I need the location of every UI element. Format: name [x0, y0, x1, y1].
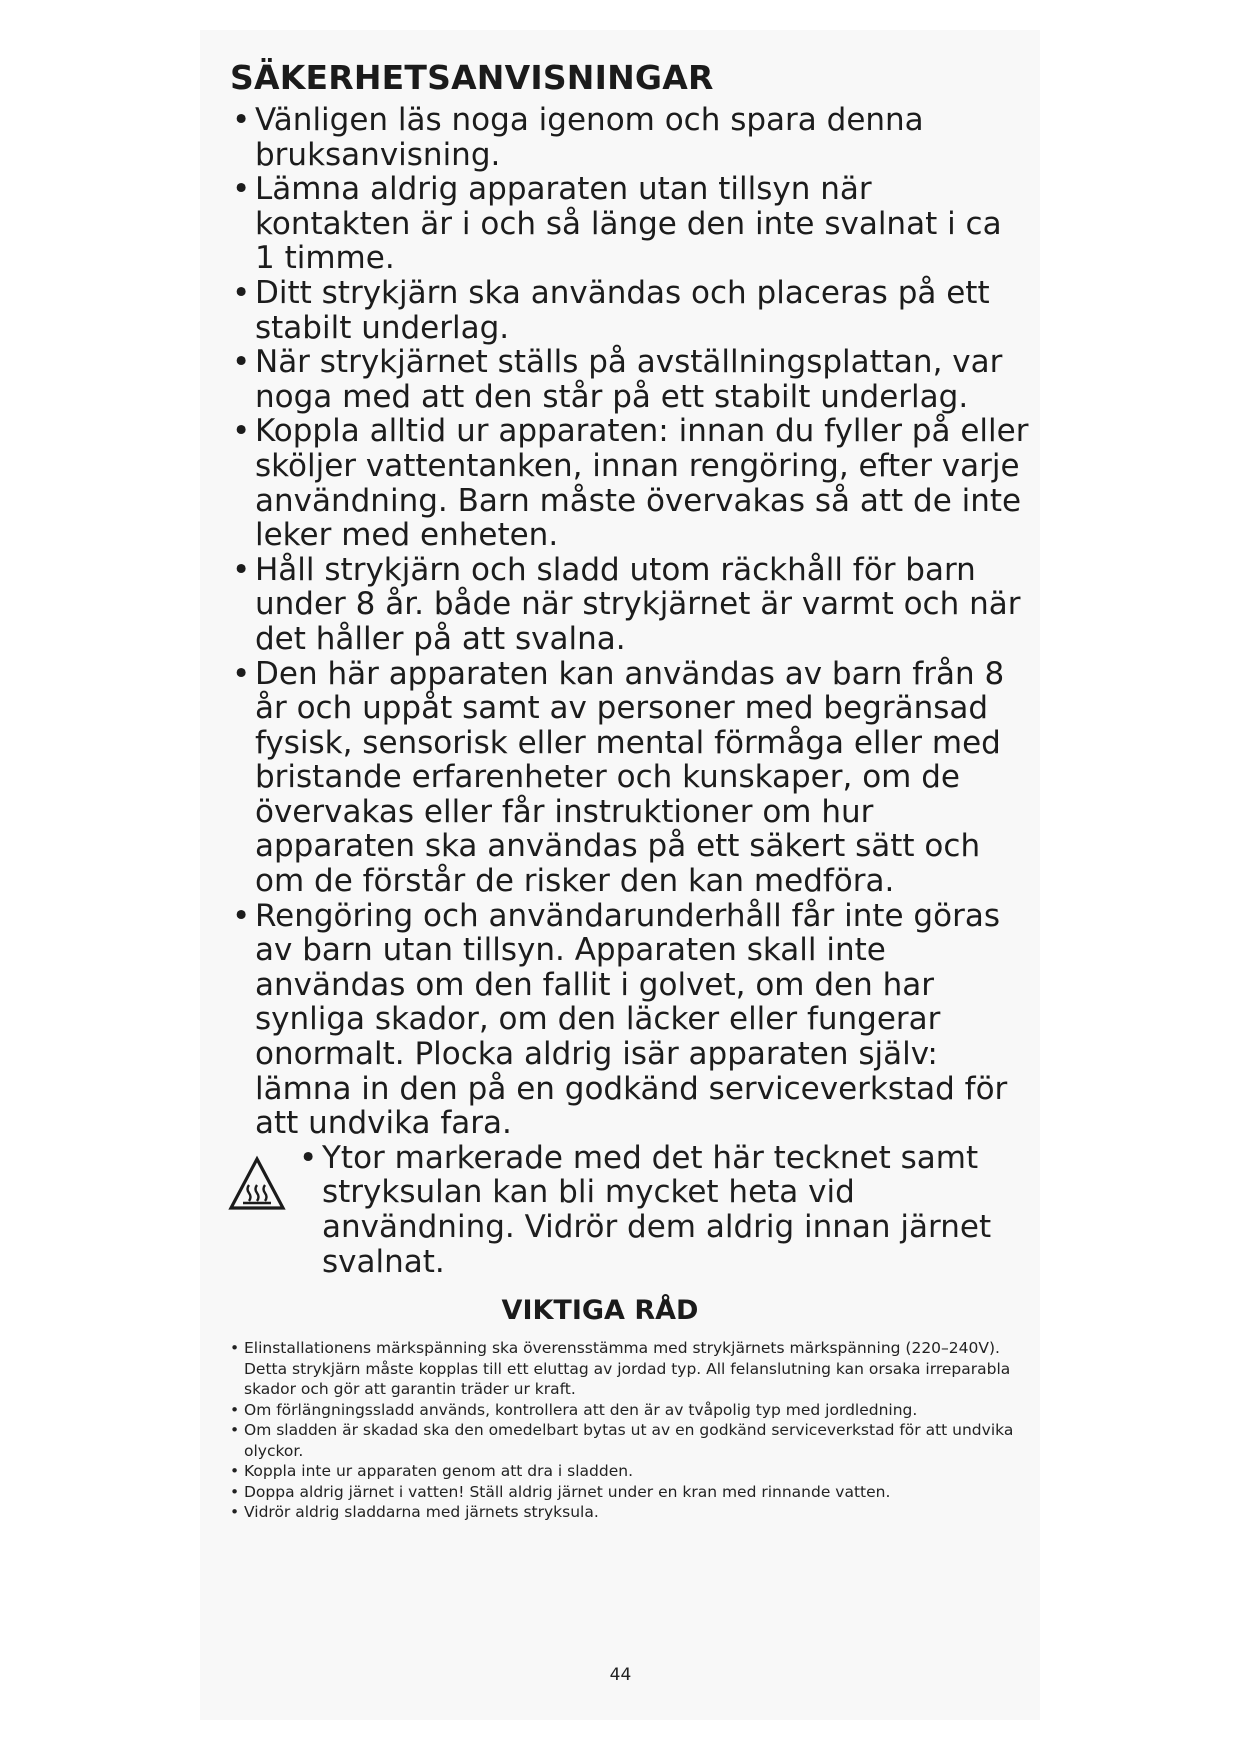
hot-surface-warning-icon — [228, 1155, 286, 1213]
page-title: SÄKERHETSANVISNINGAR — [230, 58, 714, 97]
safety-item: • Vänligen läs noga igenom och spara denna bruksanvisning. — [230, 103, 1030, 172]
safety-item: • Lämna aldrig apparaten utan tillsyn när kontakten är i och så länge den inte svalnat i ca 1 timme. — [230, 172, 1030, 276]
page-content — [230, 58, 1030, 1523]
hot-surface-warning-text: • Ytor markerade med det här tecknet samt stryksulan kan bli mycket heta vid användning. Vidrör dem aldrig innan järnet svalnat. — [297, 1141, 1030, 1279]
advice-list — [230, 1338, 1030, 1523]
advice-heading: VIKTIGA RÅD — [501, 1295, 699, 1327]
advice-item: • Elinstallationens märkspänning ska överensstämma med strykjärnets märkspänning (220–240V). Detta strykjärn måste kopplas till ett eluttag av jordad typ. All felanslutning kan orsaka irreparabla skador och gör att garantin träder ur kraft. — [230, 1338, 1030, 1400]
safety-item: • Den här apparaten kan användas av barn från 8 år och uppåt samt av personer med begränsad fysisk, sensorisk eller mental förmåga eller med bristande erfarenheter och kunskaper, om de övervakas eller får instruktioner om hur apparaten ska användas på ett säkert sätt och om de förstår de risker den kan medföra. — [230, 657, 1030, 899]
safety-item: • Håll strykjärn och sladd utom räckhåll för barn under 8 år. både när strykjärnet är varmt och när det håller på att svalna. — [230, 553, 1030, 657]
hot-surface-warning — [230, 1141, 1030, 1279]
advice-item: • Doppa aldrig järnet i vatten! Ställ aldrig järnet under en kran med rinnande vatten. — [230, 1482, 1030, 1503]
safety-list — [230, 103, 1030, 1141]
safety-item: • Koppla alltid ur apparaten: innan du fyller på eller sköljer vattentanken, innan rengöring, efter varje användning. Barn måste övervakas så att de inte leker med enheten. — [230, 414, 1030, 552]
page-number: 44 — [609, 1665, 632, 1685]
advice-item: • Vidrör aldrig sladdarna med järnets stryksula. — [230, 1502, 1030, 1523]
advice-item: • Om förlängningssladd används, kontrollera att den är av tvåpolig typ med jordledning. — [230, 1400, 1030, 1421]
safety-item: • Ditt strykjärn ska användas och placeras på ett stabilt underlag. — [230, 276, 1030, 345]
advice-item: • Koppla inte ur apparaten genom att dra i sladden. — [230, 1461, 1030, 1482]
safety-item: • När strykjärnet ställs på avställningsplattan, var noga med att den står på ett stabilt underlag. — [230, 345, 1030, 414]
advice-item: • Om sladden är skadad ska den omedelbart bytas ut av en godkänd serviceverkstad för att undvika olyckor. — [230, 1420, 1030, 1461]
safety-item: • Rengöring och användarunderhåll får inte göras av barn utan tillsyn. Apparaten skall inte användas om den fallit i golvet, om den har synliga skador, om den läcker eller fungerar onormalt. Plocka aldrig isär apparaten själv: lämna in den på en godkänd serviceverkstad för att undvika fara. — [230, 899, 1030, 1141]
